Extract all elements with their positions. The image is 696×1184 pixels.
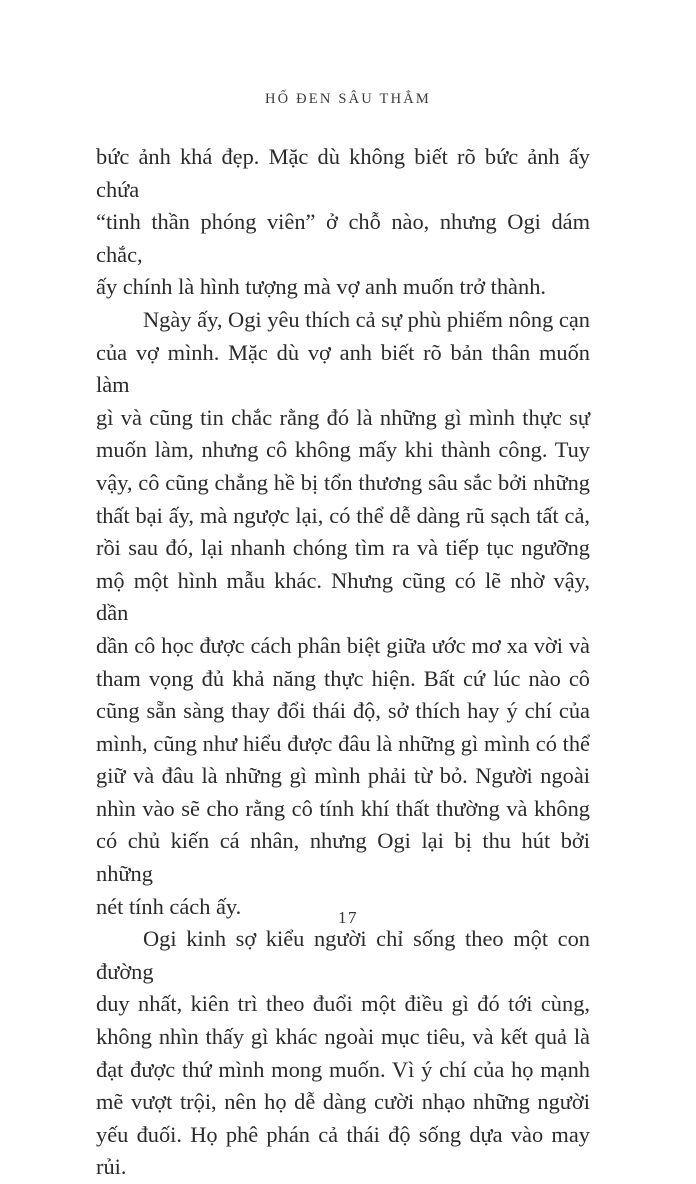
paragraph-1 (96, 141, 590, 304)
text-line: bức ảnh khá đẹp. Mặc dù không biết rõ bức ảnh ấy chứa (96, 144, 590, 202)
text-line: muốn làm, nhưng cô không mấy khi thành công. Tuy (96, 437, 590, 463)
paragraph-3 (96, 923, 590, 1184)
text-line: thất bại ấy, mà ngược lại, có thể dễ dàng rũ sạch tất cả, (96, 502, 590, 528)
text-line: duy nhất, kiên trì theo đuổi một điều gì đó tới cùng, (96, 991, 590, 1017)
paragraph-2 (96, 304, 590, 923)
text-line: mẽ vượt trội, nên họ dễ dàng cười nhạo những người (96, 1089, 590, 1115)
text-line: “tinh thần phóng viên” ở chỗ nào, nhưng Ogi dám chắc, (96, 209, 590, 267)
text-line: mình, cũng như hiểu được đâu là những gì mình có thể (96, 730, 590, 756)
text-line: của vợ mình. Mặc dù vợ anh biết rõ bản thân muốn làm (96, 339, 590, 398)
text-line: dần cô học được cách phân biệt giữa ước mơ xa vời và (96, 632, 590, 658)
text-line: giữ và đâu là những gì mình phải từ bỏ. Người ngoài (96, 763, 590, 789)
text-line: vậy, cô cũng chẳng hề bị tổn thương sâu sắc bởi những (96, 469, 590, 495)
text-line: ấy chính là hình tượng mà vợ anh muốn trở thành. (96, 274, 546, 300)
text-line: mộ một hình mẫu khác. Nhưng cũng có lẽ nhờ vậy, dần (96, 567, 590, 626)
text-line: Ngày ấy, Ogi yêu thích cả sự phù phiếm nông cạn (143, 306, 590, 332)
text-line: nét tính cách ấy. (96, 893, 242, 919)
text-line: đạt được thứ mình mong muốn. Vì ý chí của họ mạnh (96, 1056, 590, 1082)
text-line: nhìn vào sẽ cho rằng cô tính khí thất thường và không (96, 795, 590, 821)
running-header: HỐ ĐEN SÂU THẲM (264, 91, 432, 107)
text-line: Ogi kinh sợ kiểu người chỉ sống theo một con đường (96, 926, 590, 984)
text-line: gì và cũng tin chắc rằng đó là những gì mình thực sự (96, 404, 590, 430)
text-line: cũng sẵn sàng thay đổi thái độ, sở thích hay ý chí của (96, 698, 590, 724)
text-line: rồi sau đó, lại nhanh chóng tìm ra và tiếp tục ngưỡng (96, 535, 590, 561)
body-text (96, 141, 590, 1184)
page-number: 17 (338, 908, 358, 927)
text-line: có chủ kiến cá nhân, nhưng Ogi lại bị thu hút bởi những (96, 828, 590, 887)
text-line: không nhìn thấy gì khác ngoài mục tiêu, và kết quả là (96, 1024, 590, 1050)
text-line: tham vọng đủ khả năng thực hiện. Bất cứ lúc nào cô (96, 665, 590, 691)
text-line: yếu đuối. Họ phê phán cả thái độ sống dựa vào may rủi. (96, 1121, 590, 1180)
